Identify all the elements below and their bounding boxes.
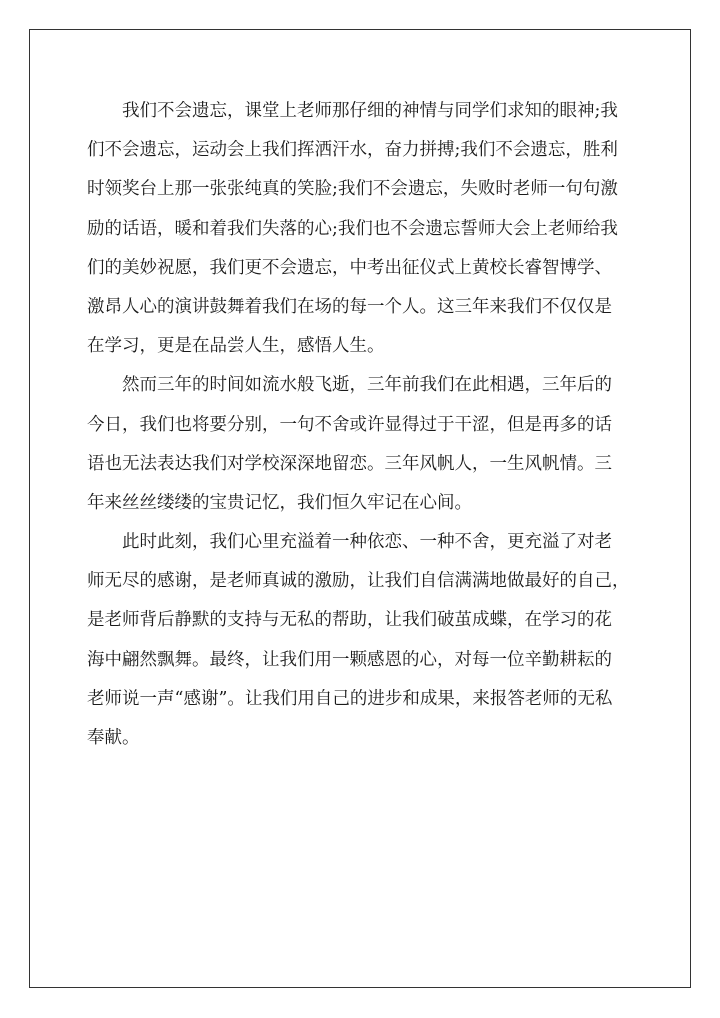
text-line: 师无尽的感谢，是老师真诚的激励，让我们自信满满地做最好的自己， <box>87 571 630 592</box>
document-body <box>87 92 634 758</box>
text-line: 们不会遗忘，运动会上我们挥洒汗水，奋力拼搏;我们不会遗忘，胜利 <box>87 140 618 161</box>
text-line: 海中翩然飘舞。最终，让我们用一颗感恩的心，对每一位辛勤耕耘的 <box>87 649 612 670</box>
text-line: 们的美妙祝愿，我们更不会遗忘，中考出征仪式上黄校长睿智博学、 <box>87 257 612 278</box>
text-line: 老师说一声“感谢”。让我们用自己的进步和成果，来报答老师的无私 <box>87 688 613 709</box>
text-line: 是老师背后静默的支持与无私的帮助，让我们破茧成蝶，在学习的花 <box>87 610 612 631</box>
text-line: 年来丝丝缕缕的宝贵记忆，我们恒久牢记在心间。 <box>87 492 472 513</box>
text-line: 然而三年的时间如流水般飞逝，三年前我们在此相遇，三年后的 <box>122 375 612 396</box>
text-line: 今日，我们也将要分别，一句不舍或许显得过于干涩，但是再多的话 <box>87 414 612 435</box>
paragraph-2 <box>87 366 634 523</box>
text-line: 此时此刻，我们心里充溢着一种依恋、一种不舍，更充溢了对老 <box>122 532 612 553</box>
text-line: 奉献。 <box>87 728 140 748</box>
text-line: 在学习，更是在品尝人生，感悟人生。 <box>87 336 385 357</box>
text-line: 励的话语，暖和着我们失落的心;我们也不会遗忘誓师大会上老师给我 <box>87 218 618 239</box>
text-line: 语也无法表达我们对学校深深地留恋。三年风帆人，一生风帆情。三 <box>87 453 612 474</box>
text-line: 我们不会遗忘，课堂上老师那仔细的神情与同学们求知的眼神;我 <box>122 101 618 121</box>
text-line: 时领奖台上那一张张纯真的笑脸;我们不会遗忘，失败时老师一句句激 <box>87 179 618 200</box>
paragraph-1 <box>87 92 634 366</box>
paragraph-3 <box>87 523 634 758</box>
text-line: 激昂人心的演讲鼓舞着我们在场的每一个人。这三年来我们不仅仅是 <box>87 296 612 317</box>
